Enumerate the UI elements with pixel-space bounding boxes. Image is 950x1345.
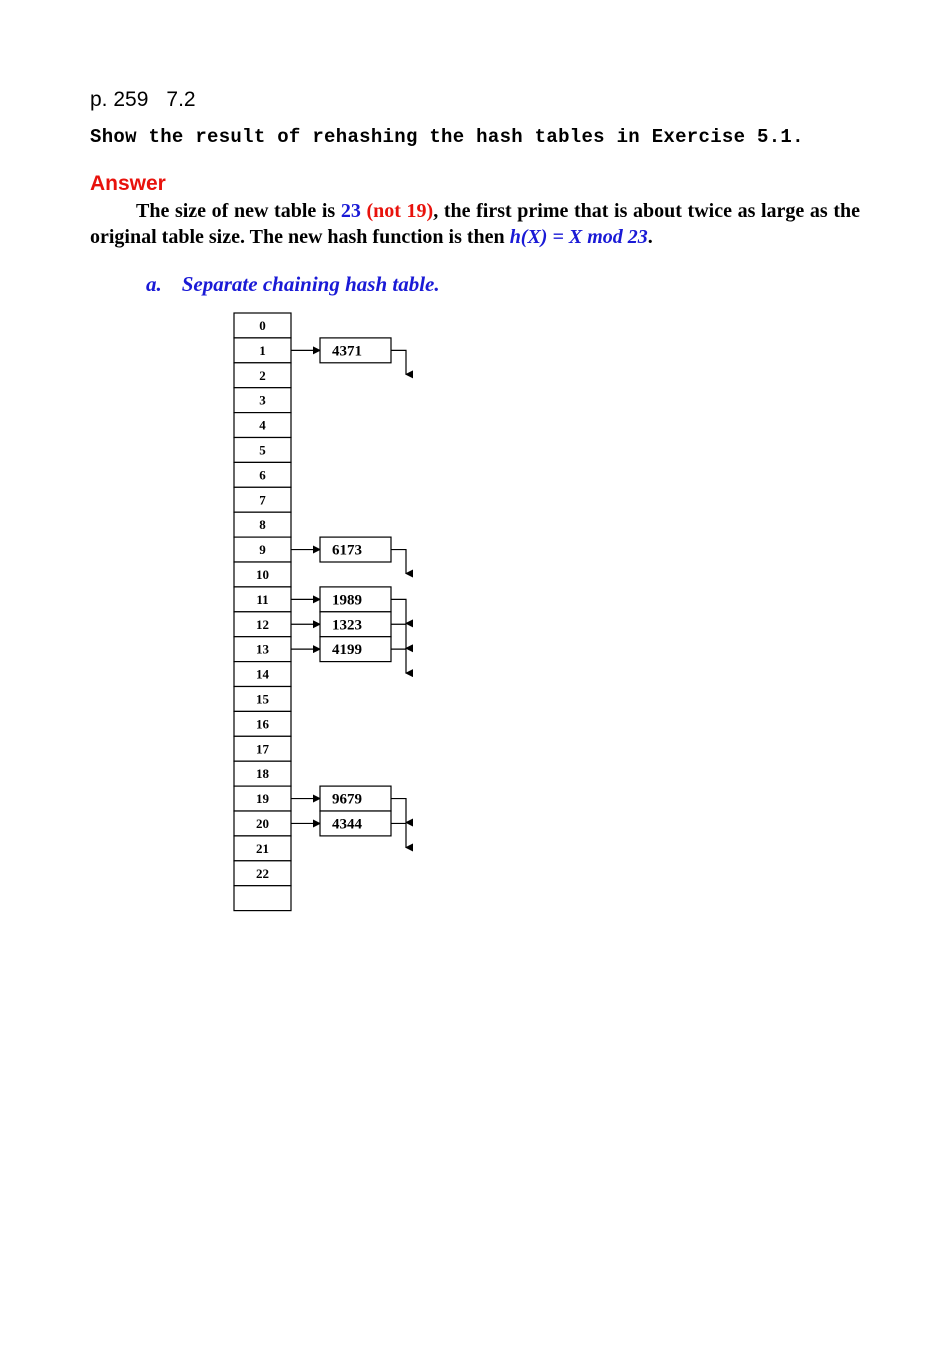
table-index-label: 6 [259, 467, 266, 483]
null-pointer-arrow [391, 550, 406, 574]
null-pointer-arrow [391, 599, 406, 623]
chain-key-label: 9679 [332, 791, 362, 808]
table-index-label: 7 [259, 492, 266, 508]
chain-key-label: 4371 [332, 343, 362, 360]
table-index-label: 11 [256, 591, 269, 607]
table-index-label: 20 [256, 815, 269, 831]
table-index-label: 14 [256, 666, 269, 682]
answer-text-2: , the first prime that is about twice as large as the original table size. The new hash function is then [90, 200, 861, 248]
table-index-label: 2 [259, 367, 266, 383]
answer-text-1: The size of new table is [136, 200, 341, 222]
table-index-label: 4 [259, 417, 266, 433]
null-pointer-arrow [391, 649, 406, 673]
chain-key-label: 1989 [332, 592, 362, 609]
table-index-label: 17 [256, 741, 269, 757]
hash-formula: h(X) = X mod 23 [509, 226, 648, 248]
old-size-note: (not 19) [360, 200, 434, 222]
table-cell-empty [234, 886, 291, 911]
chain-key-label: 4199 [332, 642, 362, 659]
table-size: 23 [340, 200, 361, 222]
null-pointer-arrow [391, 799, 406, 823]
table-index-label: 9 [259, 542, 266, 558]
chain-key-label: 4344 [332, 816, 362, 833]
chain-key-label: 6173 [332, 542, 362, 559]
chain-key-label: 1323 [332, 617, 362, 634]
table-index-label: 12 [256, 616, 269, 632]
table-index-label: 16 [256, 716, 269, 732]
table-index-label: 8 [259, 517, 266, 533]
table-index-label: 15 [256, 691, 269, 707]
exercise-question: Show the result of rehashing the hash tables in Exercise 5.1. [90, 126, 804, 148]
table-index-label: 19 [256, 791, 269, 807]
table-index-label: 0 [259, 317, 266, 333]
table-index-label: 3 [259, 392, 266, 408]
table-index-label: 1 [259, 342, 266, 358]
table-index-label: 21 [256, 840, 269, 856]
table-index-label: 18 [256, 766, 269, 782]
table-index-label: 22 [256, 865, 269, 881]
section-number: 7.2 [166, 88, 196, 111]
null-pointer-arrow [391, 624, 406, 648]
part-a-title: Separate chaining hash table. [181, 272, 440, 296]
table-index-label: 13 [256, 641, 269, 657]
page-number: p. 259 [90, 88, 149, 111]
answer-text-3: . [647, 226, 653, 248]
null-pointer-arrow [391, 350, 406, 374]
answer-label: Answer [90, 172, 166, 195]
null-pointer-arrow [391, 823, 406, 847]
part-a-letter: a. [146, 272, 162, 296]
table-index-label: 10 [256, 566, 269, 582]
table-index-label: 5 [259, 442, 266, 458]
